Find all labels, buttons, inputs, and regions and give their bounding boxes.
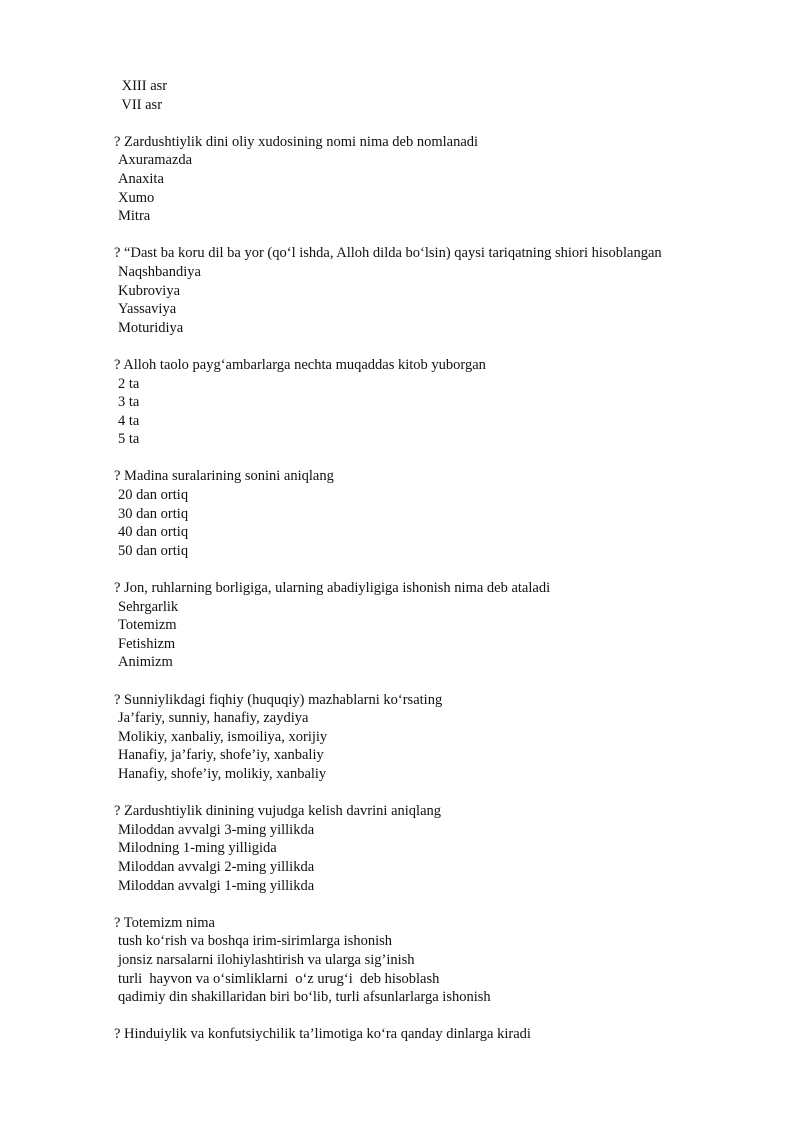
answer-option: Fetishizm (118, 635, 176, 652)
answer-option: XIII asr (118, 78, 168, 94)
question-block (113, 356, 793, 449)
answer-option: Miloddan avvalgi 3-ming yillikda (118, 821, 315, 838)
question-block (113, 579, 793, 672)
answer-option: 5 ta (118, 431, 140, 448)
answer-option: 20 dan ortiq (118, 487, 189, 504)
answer-option: Axuramazda (118, 152, 193, 169)
answer-option: qadimiy din shakillaridan biri bo‘lib, turli afsunlarlarga ishonish (118, 989, 491, 1006)
question-text: ? Zardushtiylik dinining vujudga kelish davrini aniqlang (114, 803, 442, 820)
answer-option: 40 dan ortiq (118, 524, 189, 541)
answer-option: 50 dan ortiq (118, 542, 189, 559)
question-text: ? Jon, ruhlarning borligiga, ularning abadiyligiga ishonish nima deb ataladi (114, 580, 551, 597)
answer-option: Animizm (118, 654, 173, 671)
question-block (113, 133, 793, 226)
question-text: ? Sunniylikdagi fiqhiy (huquqiy) mazhablarni ko‘rsating (114, 691, 443, 708)
answer-option: 30 dan ortiq (118, 505, 189, 522)
question-list (113, 133, 793, 1044)
answer-option: 2 ta (118, 375, 140, 392)
answer-option: Moturidiya (118, 319, 184, 336)
answer-option: Mitra (118, 208, 151, 225)
question-block (113, 691, 793, 784)
question-block (113, 802, 793, 895)
question-block (113, 467, 793, 560)
answer-option: 3 ta (118, 394, 140, 411)
answer-option: Hanafiy, ja’fariy, shofe’iy, xanbaliy (118, 747, 324, 764)
answer-option: VII asr (118, 96, 163, 113)
answer-option: Naqshbandiya (118, 263, 201, 280)
answer-option: Ja’fariy, sunniy, hanafiy, zaydiya (118, 710, 309, 727)
answer-option: Hanafiy, shofe’iy, molikiy, xanbaliy (118, 765, 327, 782)
answer-option: Kubroviya (118, 282, 181, 299)
answer-option: Sehrgarlik (118, 598, 179, 615)
question-text: ? Madina suralarining sonini aniqlang (114, 468, 334, 485)
answer-option: Miloddan avvalgi 2-ming yillikda (118, 858, 315, 875)
answer-option: Totemizm (118, 617, 177, 634)
answer-option: Milodning 1-ming yilligida (118, 840, 277, 857)
question-block (113, 914, 793, 1007)
question-text: ? Hinduiylik va konfutsiychilik ta’limotiga ko‘ra qanday dinlarga kiradi (114, 1026, 531, 1043)
question-text: ? Zardushtiylik dini oliy xudosining nomi nima deb nomlanadi (114, 133, 479, 150)
answer-option: Molikiy, xanbaliy, ismoiliya, xorijiy (118, 728, 328, 745)
answer-option: Xumo (118, 189, 155, 206)
answer-option: tush ko‘rish va boshqa irim-sirimlarga ishonish (118, 933, 392, 950)
answer-option: 4 ta (118, 412, 140, 429)
question-text: ? Alloh taolo payg‘ambarlarga nechta muqaddas kitob yuborgan (114, 356, 486, 373)
question-text: ? Totemizm nima (114, 914, 215, 931)
answer-option: Miloddan avvalgi 1-ming yillikda (118, 877, 315, 894)
answer-option: jonsiz narsalarni ilohiylashtirish va ularga sig’inish (118, 951, 415, 968)
document-page (113, 77, 793, 1044)
answer-option: turli hayvon va o‘simliklarni o‘z urug‘i deb hisoblash (118, 970, 440, 987)
question-text: ? “Dast ba koru dil ba yor (qo‘l ishda, Alloh dilda bo‘lsin) qaysi tariqatning shiori hisoblangan (114, 245, 662, 262)
question-block (113, 1025, 793, 1044)
answer-option: Anaxita (118, 170, 164, 187)
leading-options (113, 77, 793, 114)
answer-option: Yassaviya (118, 301, 177, 318)
question-block (113, 244, 793, 337)
